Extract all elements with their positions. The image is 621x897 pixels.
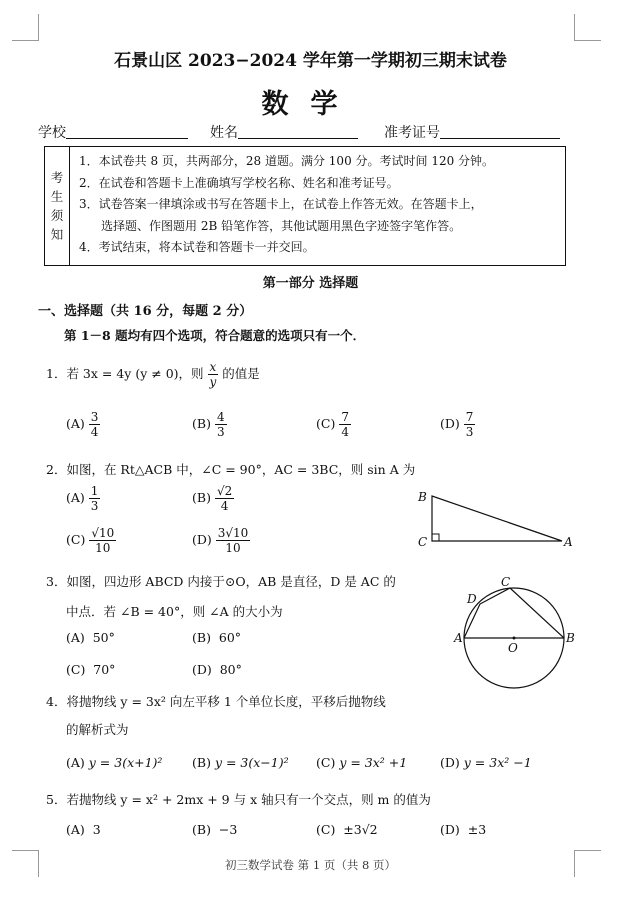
frac-num: 7 — [465, 410, 474, 424]
q2-triangle-figure — [412, 486, 582, 552]
point-label-b: B — [566, 631, 575, 645]
q1-fraction — [208, 360, 219, 389]
option-text: ±3 — [467, 822, 487, 837]
option-label: (C) — [316, 755, 336, 770]
subject-title: 数学 — [261, 89, 360, 120]
option-fraction — [89, 410, 101, 439]
q3-option-c[interactable] — [66, 662, 115, 677]
notice-label-char: 知 — [50, 227, 64, 242]
frac-num: √10 — [91, 526, 115, 540]
q4-option-d[interactable] — [440, 755, 532, 770]
question-4-line1: 4．将抛物线 y = 3x² 向左平移 1 个单位长度，平移后抛物线 — [46, 694, 386, 709]
option-text: y = 3x² +1 — [339, 755, 408, 770]
notice-label-char: 须 — [50, 208, 64, 223]
name-label: 姓名 — [210, 125, 238, 141]
corner-mark-top-right — [574, 14, 601, 41]
q3-option-d[interactable] — [192, 662, 242, 677]
school-blank[interactable] — [66, 122, 188, 139]
center-point — [513, 637, 516, 640]
option-label: (C) — [66, 532, 86, 547]
right-angle-mark — [432, 534, 439, 541]
option-text: 70° — [93, 662, 116, 677]
frac-num: 3 — [90, 410, 99, 424]
q1-stem-text: 1．若 3x = 4y (y ≠ 0)，则 — [46, 366, 204, 381]
frac-den: 10 — [95, 541, 111, 555]
section-title: 第一部分 选择题 — [262, 276, 359, 291]
q1-option-d[interactable] — [440, 410, 475, 439]
frac-den: 4 — [220, 499, 229, 513]
exam-title: 石景山区 2023−2024 学年第一学期初三期末试卷 — [114, 51, 507, 71]
triangle-acb — [432, 496, 562, 541]
exam-number-field[interactable] — [384, 122, 440, 142]
option-label: (C) — [66, 662, 86, 677]
point-label-d: D — [467, 592, 477, 606]
q4-option-a[interactable] — [66, 755, 162, 770]
option-text: 80° — [219, 662, 242, 677]
part-instruction: 第 1－8 题均有四个选项，符合题意的选项只有一个． — [64, 328, 366, 343]
q3-option-a[interactable] — [66, 630, 115, 645]
q1-option-c[interactable] — [316, 410, 351, 439]
name-field[interactable] — [210, 122, 238, 142]
option-label: (D) — [192, 532, 212, 547]
option-text: 50° — [92, 630, 115, 645]
option-text: y = 3(x+1)² — [88, 755, 163, 770]
school-field[interactable] — [38, 122, 66, 142]
q5-option-b[interactable] — [192, 822, 237, 837]
option-fraction — [215, 410, 227, 439]
option-fraction — [89, 484, 101, 513]
exam-notice-box — [44, 146, 566, 266]
vertex-label-c: C — [418, 535, 428, 549]
option-label: (C) — [316, 822, 336, 837]
school-label: 学校 — [38, 125, 66, 141]
option-text: ±3√2 — [343, 822, 378, 837]
frac-den: 4 — [341, 425, 349, 439]
option-label: (B) — [192, 416, 211, 431]
frac-num: √2 — [216, 484, 233, 498]
option-label: (B) — [192, 755, 211, 770]
option-fraction — [216, 526, 251, 555]
frac-den: 3 — [216, 425, 225, 439]
notice-label — [45, 147, 70, 265]
option-text: y = 3x² −1 — [463, 755, 532, 770]
option-fraction — [339, 410, 351, 439]
name-blank[interactable] — [238, 122, 358, 139]
corner-mark-top-left — [12, 14, 39, 41]
option-fraction — [215, 484, 234, 513]
option-text: y = 3(x−1)² — [214, 755, 289, 770]
frac-den: 3 — [90, 499, 99, 513]
notice-label-char: 考 — [50, 170, 64, 185]
option-text: 3 — [92, 822, 101, 837]
q1-frac-den: y — [209, 375, 217, 389]
notice-item: 1．本试卷共 8 页，共两部分，28 道题。满分 100 分。考试时间 120 分钟。 — [79, 154, 495, 168]
option-label: (B) — [192, 490, 211, 505]
question-2-stem: 2．如图，在 Rt△ACB 中，∠C = 90°，AC = 3BC，则 sin A 为 — [46, 462, 416, 477]
q5-option-d[interactable] — [440, 822, 486, 837]
option-label: (A) — [66, 755, 85, 770]
option-label: (D) — [440, 822, 460, 837]
exam-number-label: 准考证号 — [384, 125, 440, 141]
point-label-c: C — [501, 575, 511, 589]
question-3-line1: 3．如图，四边形 ABCD 内接于⊙O，AB 是直径，D 是 AC 的 — [46, 574, 396, 589]
option-label: (B) — [192, 630, 211, 645]
page-footer: 初三数学试卷 第 1 页（共 8 页） — [225, 858, 396, 872]
option-label: (A) — [66, 490, 85, 505]
q2-option-d[interactable] — [192, 526, 250, 555]
option-label: (D) — [440, 416, 460, 431]
frac-num: 3√10 — [217, 526, 249, 540]
option-label: (D) — [192, 662, 212, 677]
quadrilateral-abcd — [464, 588, 564, 638]
question-4-line2: 的解析式为 — [66, 722, 129, 737]
point-label-o: O — [508, 641, 518, 655]
option-text: −3 — [218, 822, 238, 837]
option-fraction — [464, 410, 476, 439]
question-1-stem — [46, 360, 260, 389]
notice-item: 3．试卷答案一律填涂或书写在答题卡上，在试卷上作答无效。在答题卡上， — [79, 197, 483, 211]
option-label: (B) — [192, 822, 211, 837]
frac-den: 10 — [225, 541, 241, 555]
point-label-a: A — [454, 631, 463, 645]
frac-den: 3 — [465, 425, 474, 439]
q2-option-c[interactable] — [66, 526, 116, 555]
vertex-label-b: B — [418, 490, 427, 504]
notice-list — [79, 151, 559, 259]
q1-option-a[interactable] — [66, 410, 100, 439]
option-label: (C) — [316, 416, 336, 431]
notice-label-char: 生 — [50, 189, 64, 204]
q4-option-c[interactable] — [316, 755, 407, 770]
q4-option-b[interactable] — [192, 755, 289, 770]
option-label: (A) — [66, 822, 85, 837]
vertex-label-a: A — [564, 535, 573, 549]
notice-item: 选择题、作图题用 2B 铅笔作答，其他试题用黑色字迹签字笔作答。 — [101, 218, 462, 233]
exam-number-blank[interactable] — [440, 122, 560, 139]
q1-frac-num: x — [209, 360, 217, 374]
option-text: 60° — [218, 630, 242, 645]
frac-num: 4 — [216, 410, 225, 424]
q2-option-a[interactable] — [66, 484, 100, 513]
question-5-stem: 5．若抛物线 y = x² + 2mx + 9 与 x 轴只有一个交点，则 m 的值为 — [46, 792, 431, 807]
q3-option-b[interactable] — [192, 630, 241, 645]
option-fraction — [89, 526, 116, 555]
option-label: (A) — [66, 630, 85, 645]
notice-item: 2．在试卷和答题卡上准确填写学校名称、姓名和准考证号。 — [79, 175, 399, 190]
notice-item: 4．考试结束，将本试卷和答题卡一并交回。 — [79, 240, 315, 254]
frac-num: 1 — [90, 484, 99, 498]
part-heading: 一、选择题（共 16 分，每题 2 分） — [38, 304, 253, 319]
q5-option-c[interactable] — [316, 822, 378, 837]
q1-option-b[interactable] — [192, 410, 227, 439]
frac-num: 7 — [341, 410, 349, 424]
option-label: (A) — [66, 416, 85, 431]
q1-stem-text-2: 的值是 — [222, 366, 260, 381]
frac-den: 4 — [90, 425, 99, 439]
q3-circle-figure — [450, 572, 582, 692]
q5-option-a[interactable] — [66, 822, 101, 837]
q2-option-b[interactable] — [192, 484, 234, 513]
question-3-line2: 中点．若 ∠B = 40°，则 ∠A 的大小为 — [66, 604, 283, 619]
option-label: (D) — [440, 755, 460, 770]
